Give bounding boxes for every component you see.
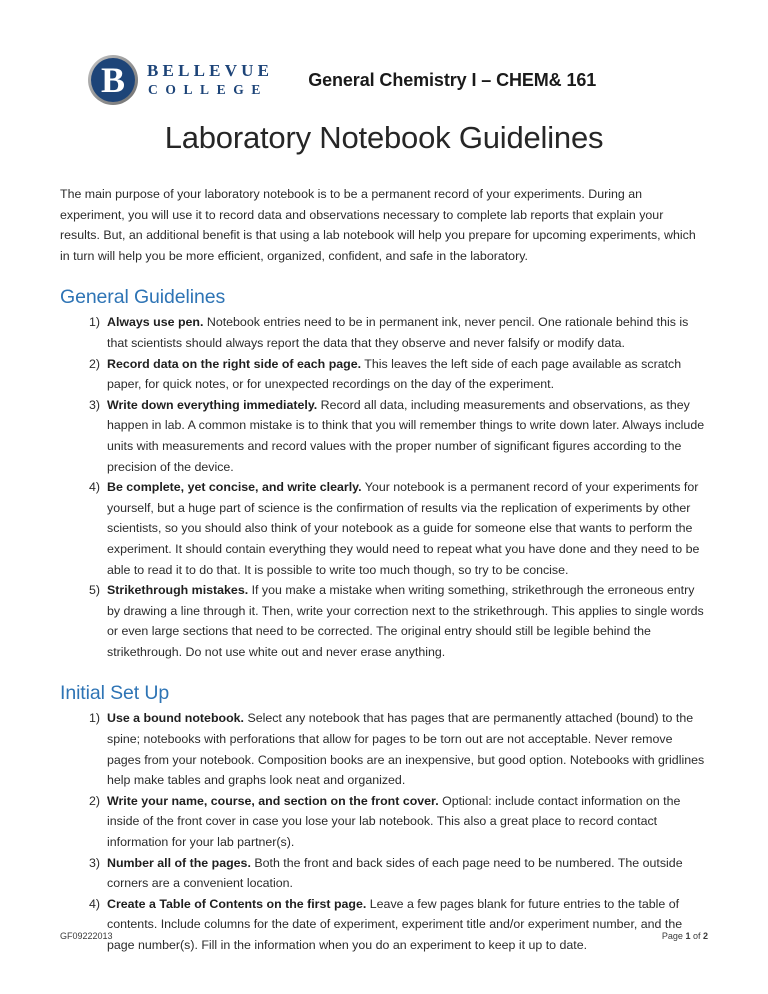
list-item-lead: Write down everything immediately. — [107, 397, 318, 412]
list-item — [60, 853, 708, 894]
course-title: General Chemistry I – CHEM& 161 — [308, 69, 597, 90]
list-item-body: Select any notebook that has pages that are permanently attached (bound) to the spine; notebooks with perforations that allow for pages to be torn out are not acceptable. Never remove pages from your notebook. Composition books are an inexpensive, but good option. Notebooks with gridlines help make tables and graphs look neat and organized. — [107, 711, 705, 788]
logo-wordmark-line1: BELLEVUE — [147, 61, 274, 80]
list-item — [60, 791, 708, 853]
list-item-marker: 3) — [88, 397, 100, 412]
logo-badge-icon — [88, 55, 138, 105]
footer-page-prefix: Page — [661, 931, 686, 941]
list-item-lead: Record data on the right side of each page. — [107, 356, 362, 371]
list-item-body: Leave a few pages blank for future entries to the table of contents. Include columns for the date of experiment, experiment title and/or experiment number, and the page number(s). Fill in the information when you do an experiment to keep it up to date. — [107, 896, 683, 952]
list-item-lead: Use a bound notebook. — [107, 711, 244, 726]
list-item-marker: 1) — [88, 315, 100, 330]
list-item-marker: 2) — [88, 793, 100, 808]
intro-paragraph: The main purpose of your laboratory notebook is to be a permanent record of your experiments. During an experiment, you will use it to record data and observations necessary to complete lab reports that explain your results. But, an additional benefit is that using a lab notebook will help you prepare for upcoming experiments, which in turn will help you be more efficient, organized, confident, and safe in the laboratory. — [60, 187, 696, 263]
section-heading: General Guidelines — [60, 286, 226, 309]
list-item-lead: Write your name, course, and section on the front cover. — [107, 793, 439, 808]
document-header — [60, 0, 708, 112]
list-item — [60, 312, 708, 353]
list-item-marker: 2) — [88, 356, 100, 371]
logo-wordmark — [147, 61, 273, 99]
guideline-list — [60, 312, 708, 662]
list-item-marker: 3) — [88, 855, 100, 870]
list-item-lead: Number all of the pages. — [107, 855, 251, 870]
list-item — [60, 477, 708, 580]
list-item-marker: 5) — [88, 583, 100, 598]
list-item — [60, 580, 708, 662]
list-item-body: Both the front and back sides of each page need to be numbered. The outside corners are a convenient location. — [107, 855, 683, 891]
list-item-lead: Always use pen. — [107, 315, 204, 330]
list-item-marker: 1) — [88, 711, 100, 726]
list-item — [60, 395, 708, 477]
footer-page-number — [662, 930, 708, 942]
list-item-body: Your notebook is a permanent record of your experiments for yourself, but a huge part of science is the confirmation of results via the replication of experiments by other scientists, so you should also think of your notebook as a guide for someone else that wants to perform the experiment. It should contain everything they would need to repeat what you have done and they need to be able to read it to do that. It is possible to write too much though, so try to be concise. — [107, 480, 700, 577]
logo-letter: B — [100, 60, 125, 100]
guideline-list — [60, 708, 708, 955]
list-item — [60, 708, 708, 790]
list-item-body: Notebook entries need to be in permanent ink, never pencil. One rationale behind this is that scientists should always report the data that they observe and never falsify or modify data. — [107, 315, 689, 350]
list-item — [60, 354, 708, 395]
page-footer — [60, 930, 708, 942]
page-title: Laboratory Notebook Guidelines — [164, 120, 604, 155]
logo-wordmark-line2: COLLEGE — [148, 82, 268, 97]
list-item-body: If you make a mistake when writing something, strikethrough the erroneous entry by drawing a line through it. Then, write your correction next to the strikethrough. This applies to single words or even large sections that need to be corrected. The original entry should still be legible behind the strikethrough. Do not use white out and never erase anything. — [107, 583, 704, 659]
list-item-body: Optional: include contact information on the inside of the front cover in case you lose your lab notebook. This also a great place to record contact information for your lab partner(s). — [107, 793, 681, 850]
bellevue-college-logo — [88, 55, 273, 105]
footer-page-current: 1 — [685, 931, 691, 941]
list-item-lead: Create a Table of Contents on the first page. — [107, 896, 367, 911]
footer-page-total: 2 — [702, 931, 708, 941]
list-item-lead: Strikethrough mistakes. — [107, 583, 249, 598]
footer-document-code: GF09222013 — [60, 931, 113, 941]
section-heading: Initial Set Up — [60, 682, 170, 705]
list-item — [60, 894, 708, 956]
footer-page-middle: of — [690, 931, 703, 941]
list-item-body: Record all data, including measurements and observations, as they happen in lab. A common mistake is to think that you will remember things to write down later. Always include units with measurements and record values with the proper number of significant figures according to the precision of the device. — [107, 397, 705, 474]
sections-container — [60, 285, 708, 955]
list-item-marker: 4) — [88, 896, 100, 911]
list-item-body: This leaves the left side of each page available as scratch paper, for quick notes, or for unexpected recordings on the day of the experiment. — [107, 356, 682, 392]
list-item-marker: 4) — [88, 480, 100, 495]
list-item-lead: Be complete, yet concise, and write clearly. — [107, 480, 362, 495]
